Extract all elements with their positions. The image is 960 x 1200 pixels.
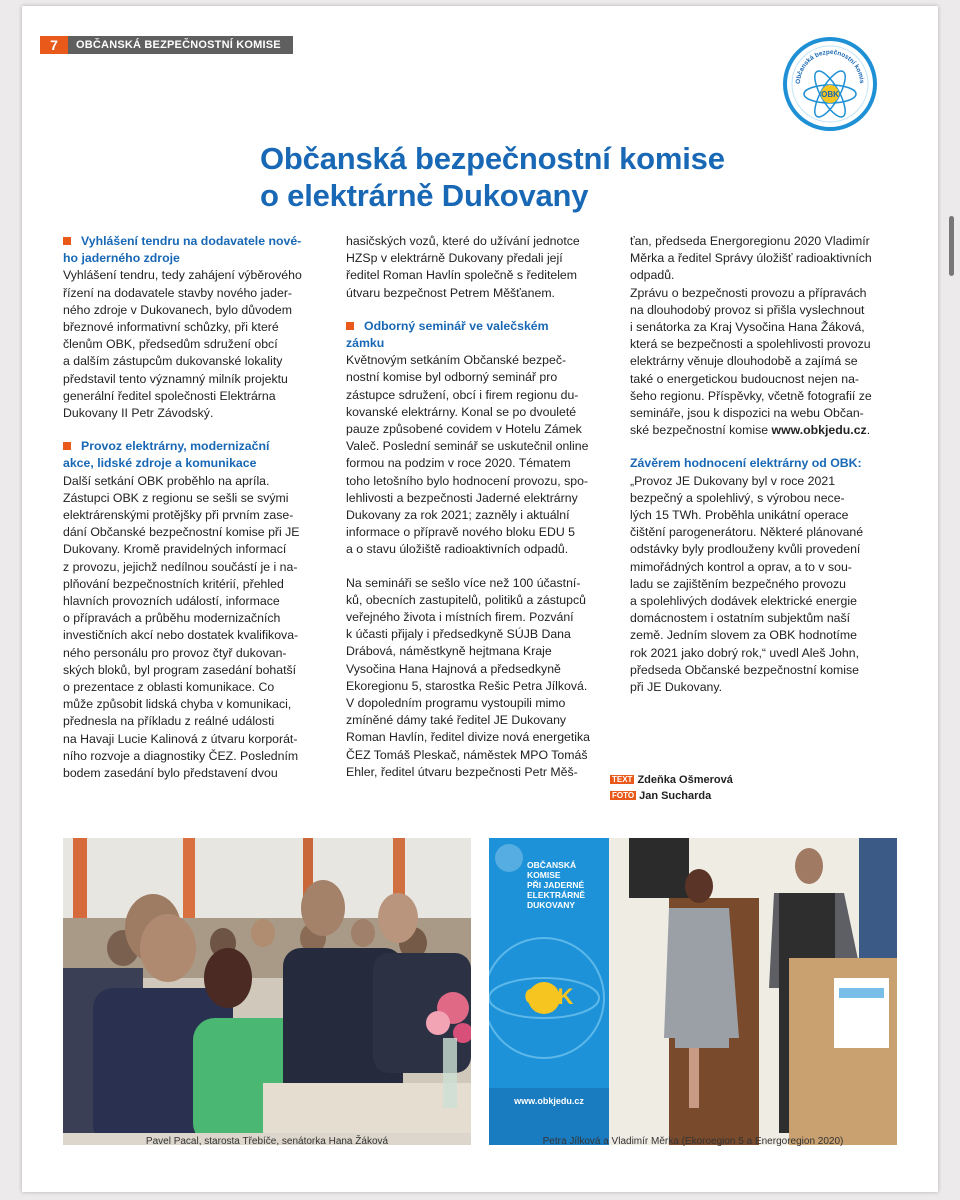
text-line: o prezentace z oblasti komunikace. Co (63, 680, 275, 695)
text-line: při JE Dukovany. (630, 680, 723, 695)
text-line: bezpečný a spolehlivý, s výrobou nece- (630, 490, 845, 505)
text-line: bodem zasedání bylo představení dvou (63, 766, 278, 781)
paragraph (346, 233, 616, 302)
subheading: Vyhlášení tendru na dodavatele nové- (63, 233, 331, 250)
text-line: Měrka a ředitel Správy úložišť radioaktivních (630, 251, 872, 266)
text-line: a dalším zástupcům dukovanské lokality (63, 354, 283, 369)
subheading: Provoz elektrárny, modernizační (63, 438, 331, 455)
subheading: Závěrem hodnocení elektrárny od OBK: (630, 456, 862, 471)
article-title (260, 140, 725, 214)
photo-tag: FOTO (612, 791, 635, 800)
text-line: generální ředitel společnosti Elektrárna (63, 388, 276, 403)
text-line: lých 15 TWh. Proběhla unikátní operace (630, 508, 849, 523)
text-line: i senátorka za Kraj Vysočina Hana Žáková, (630, 320, 865, 335)
text-line: odstávky byly prodlouženy kvůli provedení (630, 542, 861, 557)
text-line: elektrárny věnuje dlouhodobě a zajímá se (630, 354, 858, 369)
text-line: semináře, jsou k dispozici na webu Občan- (630, 406, 864, 421)
section-title: OBČANSKÁ BEZPEČNOSTNÍ KOMISE (68, 36, 293, 54)
text-line: pauze způsobené covidem v Hotelu Zámek (346, 422, 582, 437)
paragraph (346, 352, 616, 558)
text-line: Ekoregionu 5, starostka Rešic Petra Jílková. (346, 678, 588, 693)
text-line: o přípravách a průběhu modernizačních (63, 611, 281, 626)
banner-line: OBČANSKÁ (527, 860, 577, 870)
paragraph (63, 473, 331, 783)
column-1 (63, 233, 331, 782)
text-line: Zprávu o bezpečnosti provozu a přípravách (630, 285, 867, 300)
title-line-1: Občanská bezpečnostní komise (260, 141, 725, 176)
column-2 (346, 233, 616, 781)
credits (610, 772, 733, 804)
text-line: Ehler, ředitel útvaru bezpečnosti Petr Měš- (346, 764, 578, 779)
text-line: z provozu, jejichž nedílnou součástí je i na- (63, 559, 298, 574)
banner-line: DUKOVANY (527, 900, 576, 910)
text-line: Roman Havlín, ředitel divize nová energetika (346, 730, 591, 745)
text-line: investičních akcí nebo dostatek kvalifikova- (63, 628, 299, 643)
photo-right-caption: Petra Jílková a Vladimír Měrka (Ekoroegion 5 a Energoregion 2020) (542, 1136, 844, 1147)
banner-line: KOMISE (527, 870, 561, 880)
paragraph (630, 233, 900, 285)
subheading-cont: ho jaderného zdroje (63, 251, 180, 266)
paragraph (630, 473, 900, 697)
text-line: ladu se zajištěním bezpečného provozu (630, 576, 847, 591)
photo-speakers (489, 838, 897, 1145)
text-line: ťan, předseda Energoregionu 2020 Vladimír (630, 234, 870, 248)
text-line: ného personálu pro provoz čtyř dukovan- (63, 645, 287, 660)
bullet-square-icon (63, 442, 71, 450)
text-line: útvaru bezpečnost Petrem Měšťanem. (346, 285, 555, 300)
text-line: ČEZ Tomáš Pleskač, náměstek MPO Tomáš (346, 747, 588, 762)
text-author: Zdeňka Ošmerová (637, 774, 733, 786)
text-line: informace o přípravě nového bloku EDU 5 (346, 525, 575, 540)
text-line: čištění parogenerátoru. Některé plánované (630, 525, 864, 540)
text-line: také o energetickou budoucnost nejen na- (630, 371, 860, 386)
text-line: „Provoz JE Dukovany byl v roce 2021 (630, 473, 836, 488)
text-line: Dukovany II Petr Závodský. (63, 406, 214, 421)
scrollbar[interactable] (949, 216, 954, 276)
text-line: Dukovany za rok 2021; zazněly i aktuální (346, 508, 570, 523)
text-line: veřejného života i místních firem. Pozvání (346, 610, 574, 625)
subheading-cont: akce, lidské zdroje a komunikace (63, 456, 257, 471)
logo-obk-text: OBK (821, 90, 839, 99)
text-line: která se bezpečnosti a spolehlivosti provozu (630, 337, 871, 352)
text-line: V dopoledním programu vystoupili mimo (346, 696, 566, 711)
text-line: hlavních provozních událostí, informace (63, 594, 280, 609)
text-line: k účasti přijaly i předsedkyně SÚJB Dana (346, 627, 571, 642)
text-line: Vysočina Hana Hajnová a předsedkyně (346, 661, 561, 676)
text-line: hasičských vozů, které do užívání jednotce (346, 234, 580, 248)
text-line: odpadů. (630, 268, 675, 283)
banner-obk-text: OBK (524, 984, 574, 1009)
text-tag: TEXT (612, 775, 633, 784)
text-line: Květnovým setkáním Občanské bezpeč- (346, 353, 567, 368)
text-line: Drábová, náměstkyně hejtmana Kraje (346, 644, 552, 659)
text-line: ků, obecních zastupitelů, politiků a zástupců (346, 592, 586, 607)
text-line: nostní komise byl odborný seminář pro (346, 370, 558, 385)
subheading: Odborný seminář ve valečském (346, 318, 616, 335)
paragraph-last-line: ské bezpečnostní komise www.obkjedu.cz. (630, 423, 871, 438)
column-3 (630, 233, 900, 696)
title-line-2: o elektrárně Dukovany (260, 178, 589, 213)
text-line: může způsobit lidská chyba v komunikaci, (63, 697, 292, 712)
text-line: Vyhlášení tendru, tedy zahájení výběrového (63, 268, 302, 283)
text-line: formou na podzim v roce 2020. Tématem (346, 456, 571, 471)
text-line: zástupce sdružení, obcí i firem regionu du- (346, 387, 579, 402)
banner-url-text: www.obkjedu.cz (514, 1096, 584, 1106)
text-line: Valeč. Poslední seminář se uskutečnil online (346, 439, 589, 454)
text-line: představil tento významný milník projektu (63, 371, 288, 386)
text-line: země. Jedním slovem za OBK hodnotíme (630, 628, 857, 643)
text-line: dání Občanské bezpečnostní komise při JE (63, 525, 300, 540)
text-line: domácnostem i ostatním subjektům naší (630, 611, 851, 626)
photo-left-caption: Pavel Pacal, starosta Třebíče, senátorka Hana Žáková (145, 1136, 389, 1147)
text-line: a o stavu úložiště radioaktivních odpadů. (346, 542, 569, 557)
text-line: ního rozvoje a diagnostiky ČEZ. Posledním (63, 748, 299, 763)
text-line: ředitel Roman Havlín společně s ředitelem (346, 268, 578, 283)
text-line: Dukovany. Kromě pravidelných informací (63, 542, 287, 557)
text-line: rok 2021 jako dobrý rok,“ uvedl Aleš John, (630, 645, 859, 660)
banner-line: ELEKTRÁRNĚ (527, 890, 586, 900)
text-line: přednesla na příkladu z reálné události (63, 714, 275, 729)
text-line: elektrárenskými protějšky při prvním zase- (63, 508, 294, 523)
photo-seminar-audience (63, 838, 471, 1145)
text-line: zmíněné dámy také ředitel JE Dukovany (346, 713, 567, 728)
text-line: HZSp v elektrárně Dukovany předali její (346, 251, 563, 266)
text-line: toho letošního bylo hodnocení provozu, spo- (346, 473, 589, 488)
text-line: řízení na dodavatele stavby nového jader- (63, 285, 293, 300)
paragraph (346, 575, 616, 781)
text-line: a spolehlivých dodávek elektrické energie (630, 594, 857, 609)
photo-author: Jan Sucharda (639, 790, 712, 802)
obk-logo (782, 36, 878, 132)
text-line: na Havaji Lucie Kalinová z útvaru korporát- (63, 731, 298, 746)
text-line: členům OBK, předsedům sdružení obcí (63, 337, 278, 352)
text-line: ských bloků, byl program zasedání bohatší (63, 662, 297, 677)
website-link[interactable]: www.obkjedu.cz (771, 423, 867, 438)
text-line: na dlouhodobý provoz si přišla vyslechnout (630, 302, 865, 317)
text-line: předseda Občanské bezpečnostní komise (630, 662, 859, 677)
text-line: plňování bezpečnostních kritérií, přehled (63, 576, 284, 591)
text-line: Další setkání OBK proběhlo na apríla. (63, 473, 270, 488)
paragraph (63, 267, 331, 422)
bullet-square-icon (63, 237, 71, 245)
banner-line: PŘI JADERNÉ (527, 880, 585, 890)
text-line: mimořádných kontrol a oprav, a to v sou- (630, 559, 852, 574)
text-line: lehlivosti a bezpečnosti Jaderné elektrárny (346, 490, 578, 505)
subheading-cont: zámku (346, 336, 385, 351)
text-line: Zástupci OBK z regionu se sešli se svými (63, 490, 289, 505)
bullet-square-icon (346, 322, 354, 330)
text-line: Na semináři se sešlo více než 100 účastní- (346, 575, 581, 590)
text-line: březnové informativní schůzky, při které (63, 320, 279, 335)
paragraph (630, 285, 900, 423)
text-line: ného zdroje v Dukovanech, bylo důvodem (63, 302, 292, 317)
text-line: kovanské elektrárny. Konal se po dvouleté (346, 404, 577, 419)
logo-arc-text: Občanská bezpečnostní komis (794, 48, 866, 85)
page-number: 7 (40, 36, 68, 54)
page-header (40, 36, 293, 54)
text-line: šeho regionu. Příspěvky, včetně fotografií ze (630, 388, 872, 403)
